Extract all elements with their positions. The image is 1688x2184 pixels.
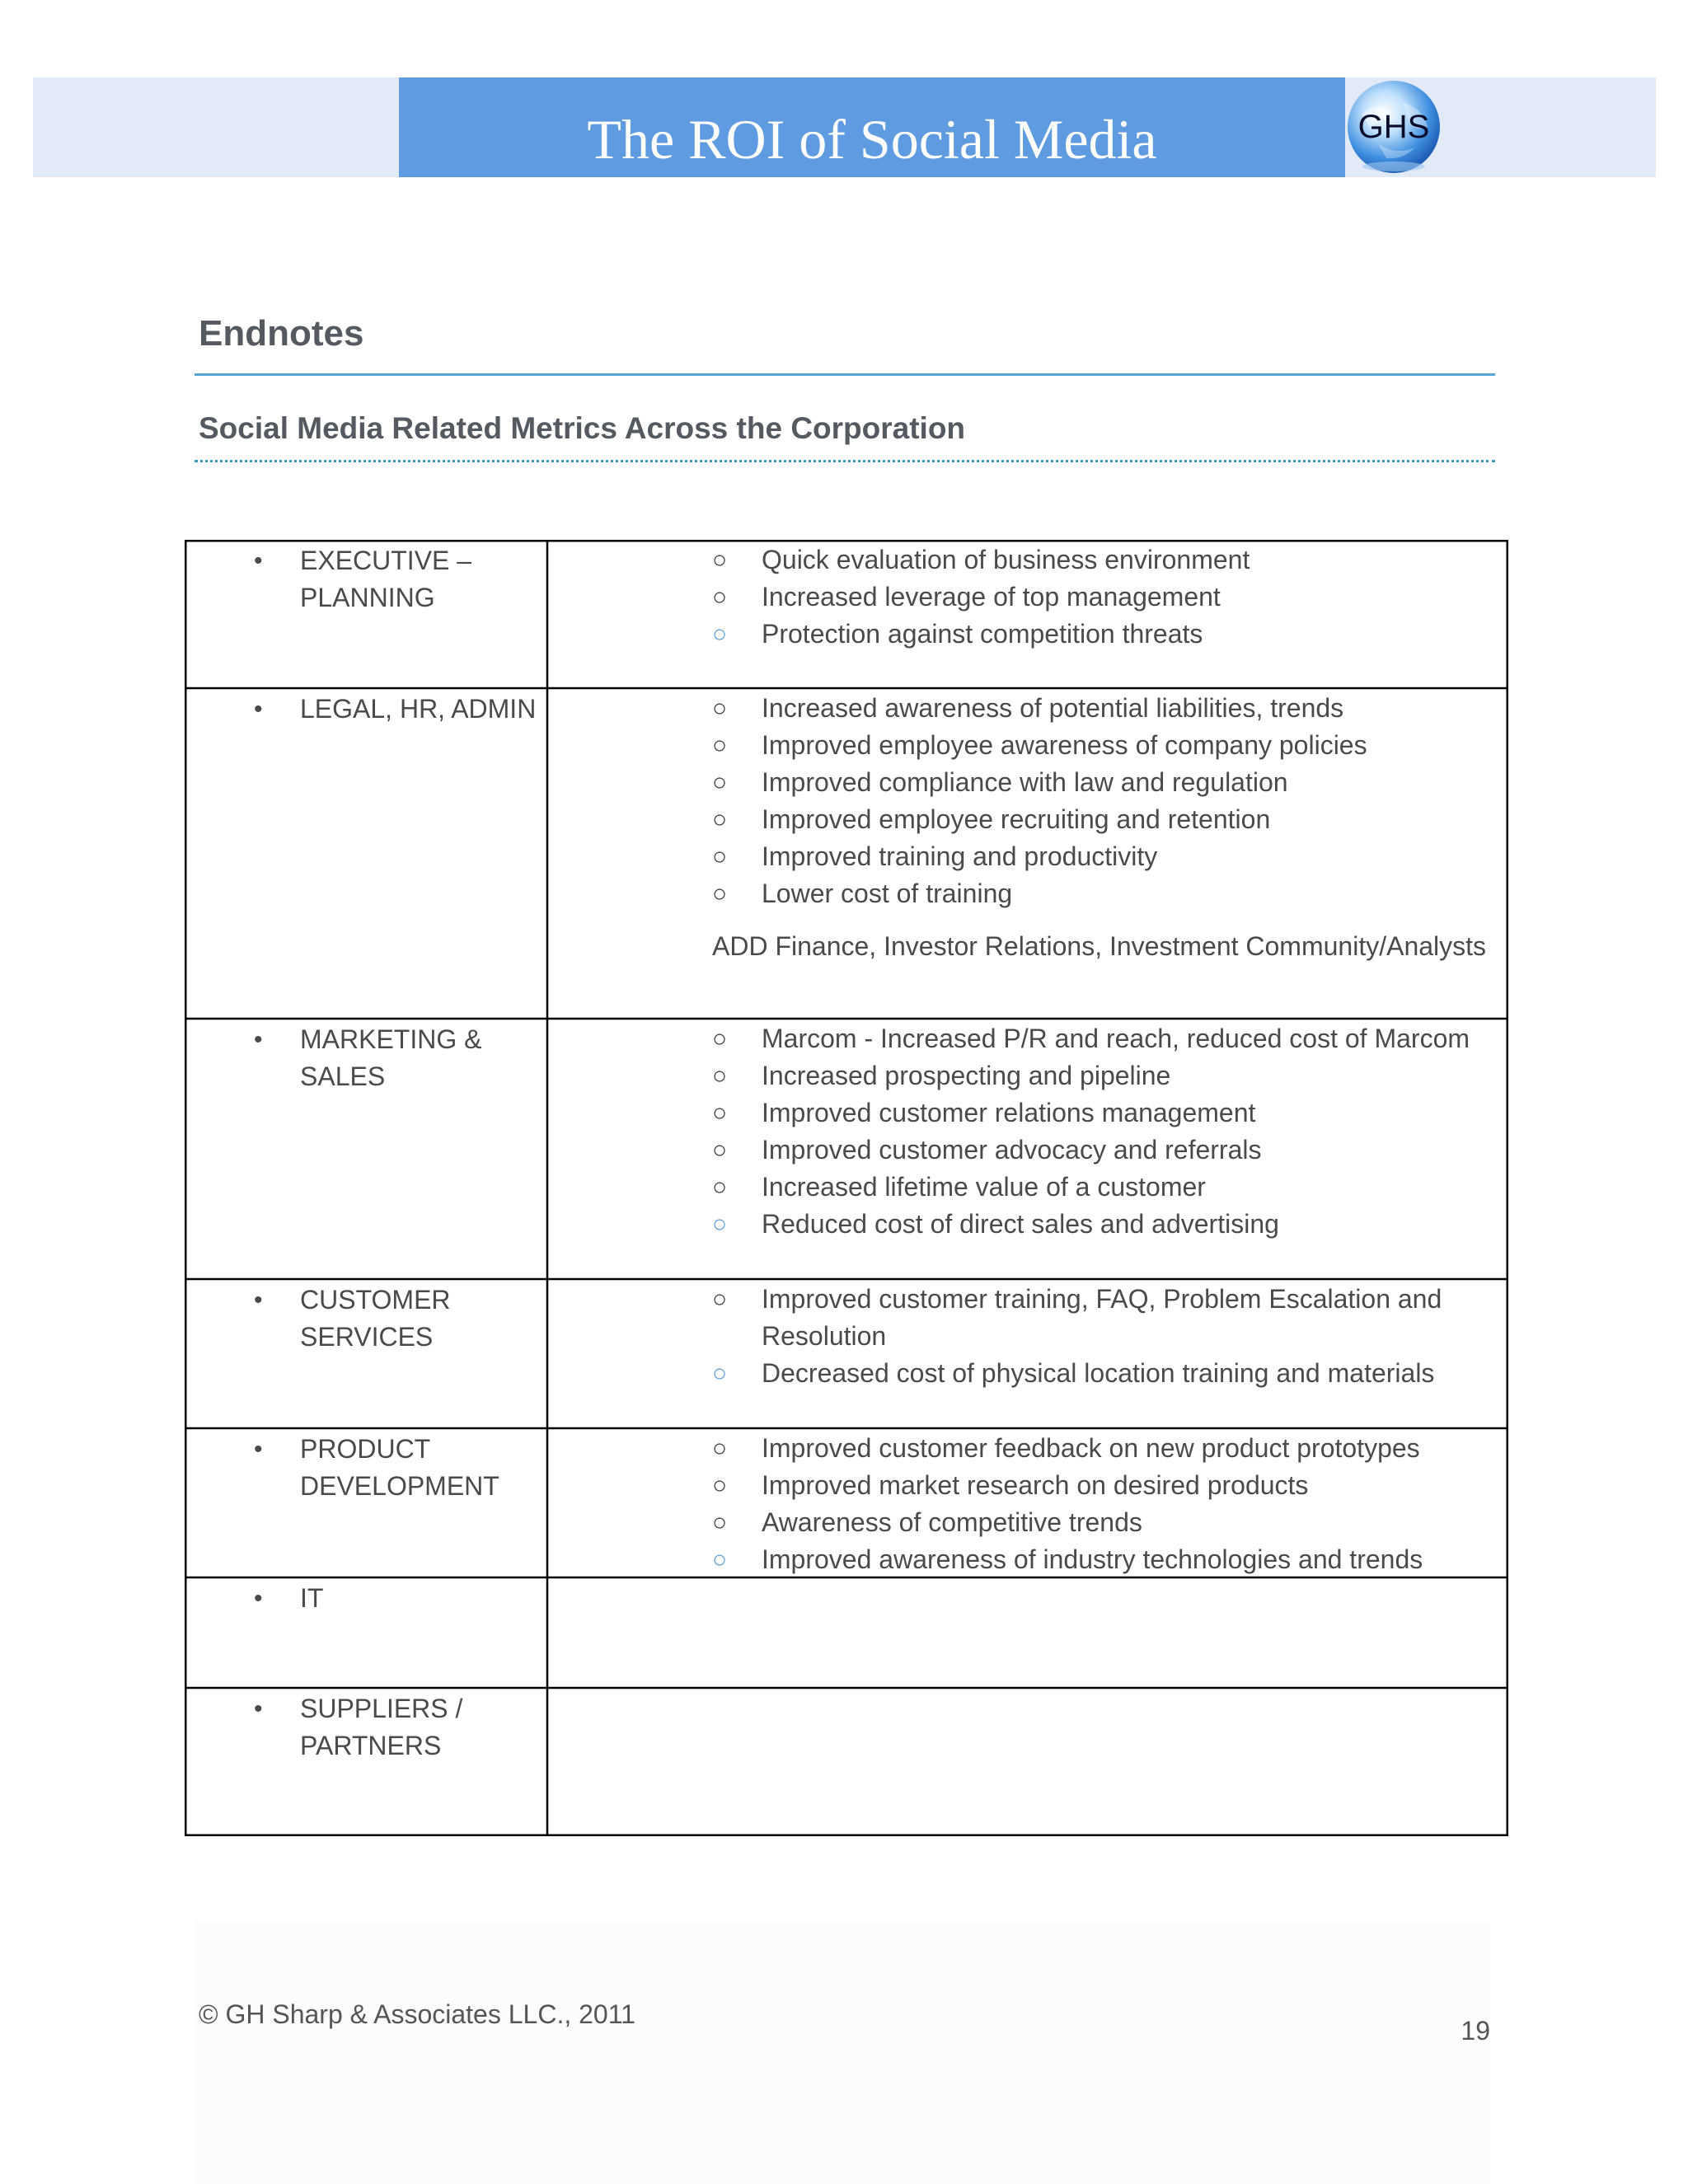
page-shadow: [195, 1920, 1490, 2184]
bullet-icon: •: [254, 1436, 263, 1463]
circle-bullet-icon: ○: [712, 1546, 728, 1573]
circle-bullet-icon: ○: [712, 1062, 728, 1090]
list-item: ○ Quick evaluation of business environment: [712, 541, 1491, 579]
circle-bullet-icon: ○: [712, 1360, 728, 1387]
list-item: ○ Decreased cost of physical location training and materials: [712, 1355, 1491, 1392]
list-item: ○ Reduced cost of direct sales and advertising: [712, 1206, 1491, 1243]
logo-text: GHS: [1357, 109, 1430, 145]
subheading-rule: [195, 460, 1495, 462]
department-label: CUSTOMER SERVICES: [300, 1285, 451, 1352]
circle-bullet-icon: ○: [712, 546, 728, 574]
department-label: PRODUCT DEVELOPMENT: [300, 1434, 499, 1501]
list-item: ○ Improved employee recruiting and retention: [712, 801, 1491, 838]
department-label: LEGAL, HR, ADMIN: [300, 694, 537, 724]
department-label: EXECUTIVE – PLANNING: [300, 546, 472, 612]
circle-bullet-icon: ○: [712, 732, 728, 759]
bullet-icon: •: [254, 547, 263, 574]
department-label: IT: [300, 1583, 324, 1613]
circle-bullet-icon: ○: [712, 621, 728, 648]
list-item: ○ Awareness of competitive trends: [712, 1504, 1491, 1541]
metric-list: [712, 1020, 1491, 1243]
copyright-text: © GH Sharp & Associates LLC., 2011: [199, 1999, 635, 2029]
bullet-icon: •: [254, 1695, 263, 1722]
list-item: ○ Increased leverage of top management: [712, 579, 1491, 616]
list-item: ○ Improved customer feedback on new product prototypes: [712, 1430, 1491, 1467]
circle-bullet-icon: ○: [712, 1286, 728, 1313]
list-item: ○ Improved customer training, FAQ, Problem Escalation and Resolution: [712, 1281, 1491, 1355]
circle-bullet-icon: ○: [712, 806, 728, 833]
list-item: ○ Protection against competition threats: [712, 616, 1491, 653]
circle-bullet-icon: ○: [712, 1099, 728, 1127]
list-item: ○ Increased prospecting and pipeline: [712, 1057, 1491, 1094]
circle-bullet-icon: ○: [712, 1509, 728, 1536]
circle-bullet-icon: ○: [712, 769, 728, 796]
section-subheading: Social Media Related Metrics Across the Corporation: [199, 411, 966, 445]
metric-list: [712, 1430, 1491, 1578]
heading-rule: [195, 373, 1495, 376]
circle-bullet-icon: ○: [712, 695, 728, 722]
circle-bullet-icon: ○: [712, 880, 728, 907]
circle-bullet-icon: ○: [712, 583, 728, 611]
list-item: ○ Improved awareness of industry technologies and trends: [712, 1541, 1491, 1578]
page-number: 19: [1461, 2016, 1490, 2046]
circle-bullet-icon: ○: [712, 1211, 728, 1238]
metric-list: [712, 690, 1491, 912]
circle-bullet-icon: ○: [712, 1174, 728, 1201]
row-note: ADD Finance, Investor Relations, Investment Community/Analysts: [712, 931, 1487, 961]
department-label: MARKETING & SALES: [300, 1024, 482, 1091]
department-label: SUPPLIERS / PARTNERS: [300, 1694, 463, 1760]
list-item: ○ Improved employee awareness of company policies: [712, 727, 1491, 764]
circle-bullet-icon: ○: [712, 843, 728, 870]
list-item: ○ Improved customer relations management: [712, 1094, 1491, 1132]
circle-bullet-icon: ○: [712, 1137, 728, 1164]
bullet-icon: •: [254, 1585, 263, 1612]
circle-bullet-icon: ○: [712, 1472, 728, 1499]
list-item: ○ Improved compliance with law and regulation: [712, 764, 1491, 801]
circle-bullet-icon: ○: [712, 1435, 728, 1462]
list-item: ○ Improved customer advocacy and referrals: [712, 1132, 1491, 1169]
bullet-icon: •: [254, 1026, 263, 1053]
metric-list: [712, 541, 1491, 653]
document-title: The ROI of Social Media: [587, 108, 1157, 171]
list-item: ○ Increased awareness of potential liabilities, trends: [712, 690, 1491, 727]
list-item: ○ Improved market research on desired products: [712, 1467, 1491, 1504]
metric-list: [712, 1281, 1491, 1392]
list-item: ○ Increased lifetime value of a customer: [712, 1169, 1491, 1206]
metrics-table: [185, 540, 1508, 1836]
bullet-icon: •: [254, 696, 263, 723]
circle-bullet-icon: ○: [712, 1025, 728, 1052]
section-heading: Endnotes: [199, 313, 364, 354]
list-item: ○ Improved training and productivity: [712, 838, 1491, 875]
list-item: ○ Lower cost of training: [712, 875, 1491, 912]
list-item: ○ Marcom - Increased P/R and reach, reduced cost of Marcom: [712, 1020, 1491, 1057]
bullet-icon: •: [254, 1286, 263, 1314]
